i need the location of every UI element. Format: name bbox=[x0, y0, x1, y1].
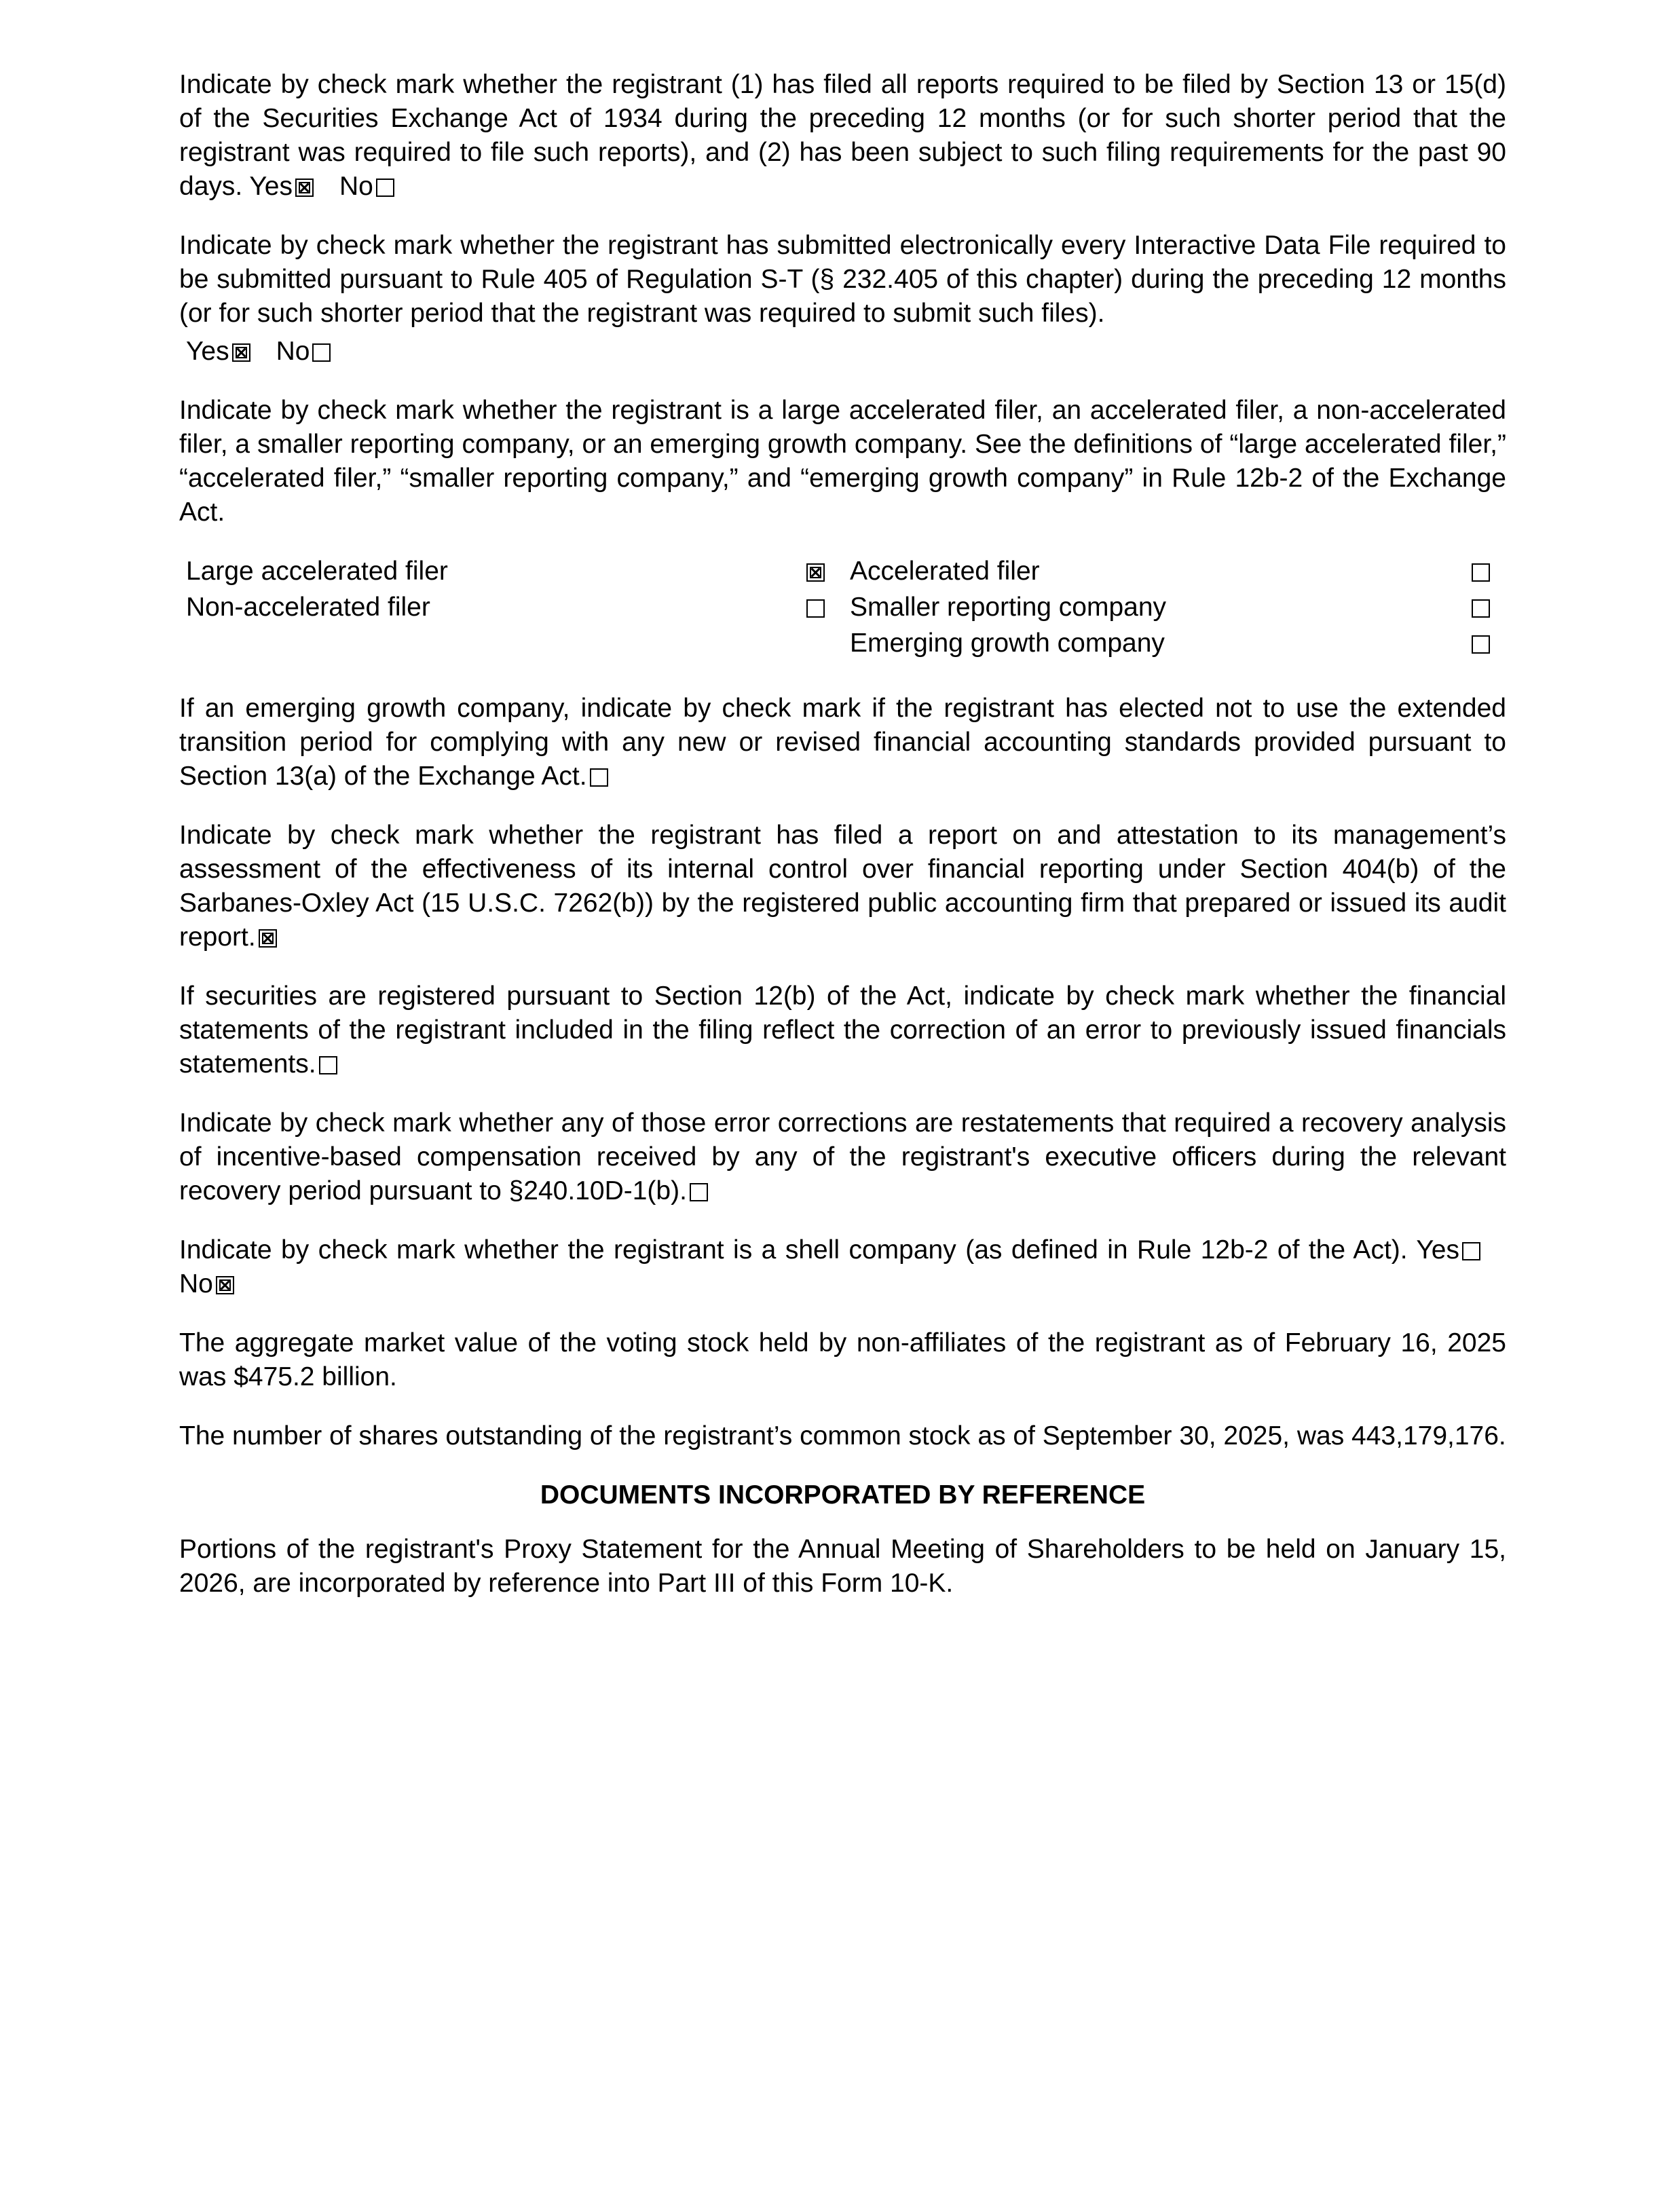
checkbox-p1-no[interactable] bbox=[376, 179, 394, 197]
no-label: No bbox=[179, 1269, 213, 1298]
checkbox-accelerated-filer[interactable] bbox=[1472, 563, 1490, 582]
filer-row bbox=[179, 591, 1506, 627]
shares-outstanding-text: The number of shares outstanding of the registrant’s common stock as of September 30, 2025, was 443,179,176. bbox=[179, 1421, 1506, 1451]
non-accelerated-filer-label: Non-accelerated filer bbox=[186, 593, 430, 622]
proxy-statement-text: Portions of the registrant's Proxy Statement for the Annual Meeting of Shareholders to be held on January 15, 2026, are incorporated by reference into Part III of this Form 10-K. bbox=[179, 1535, 1506, 1598]
document-page bbox=[179, 68, 1506, 1626]
no-label: No bbox=[339, 172, 373, 201]
smaller-reporting-company-label: Smaller reporting company bbox=[850, 593, 1167, 622]
shell-company-paragraph bbox=[179, 1233, 1506, 1301]
yes-label: Yes bbox=[1416, 1235, 1459, 1265]
recovery-analysis-text: Indicate by check mark whether any of those error corrections are restatements that required a recovery analysis of incentive-based compensation received by any of the registrant's executive officers during the relevant recovery period pursuant to §240.10D-1(b). bbox=[179, 1108, 1506, 1205]
shares-outstanding-paragraph bbox=[179, 1419, 1506, 1453]
documents-incorporated-heading: DOCUMENTS INCORPORATED BY REFERENCE bbox=[540, 1480, 1146, 1510]
checkbox-recovery-analysis[interactable] bbox=[690, 1183, 708, 1201]
shell-company-text: Indicate by check mark whether the registrant is a shell company (as defined in Rule 12b-2 of the Act). bbox=[179, 1235, 1408, 1265]
interactive-data-options bbox=[186, 335, 1506, 369]
market-value-text: The aggregate market value of the voting stock held by non-affiliates of the registrant as of February 16, 2025 was $475.2 billion. bbox=[179, 1328, 1506, 1391]
accelerated-filer-label: Accelerated filer bbox=[850, 557, 1040, 586]
checkbox-smaller-reporting-company[interactable] bbox=[1472, 599, 1490, 618]
checkbox-error-correction[interactable] bbox=[319, 1056, 337, 1074]
checkbox-large-accelerated-filer[interactable] bbox=[806, 563, 825, 582]
transition-period-paragraph bbox=[179, 692, 1506, 793]
checkbox-shell-no[interactable] bbox=[216, 1276, 234, 1294]
checkbox-internal-control[interactable] bbox=[259, 929, 277, 948]
large-accelerated-filer-label: Large accelerated filer bbox=[186, 557, 448, 586]
error-correction-text: If securities are registered pursuant to Section 12(b) of the Act, indicate by check mark whether the financial statements of the registrant included in the filing reflect the correction of an error to previously issued financials statements. bbox=[179, 981, 1506, 1079]
checkbox-shell-yes[interactable] bbox=[1462, 1242, 1480, 1260]
proxy-statement-paragraph bbox=[179, 1533, 1506, 1601]
interactive-data-text: Indicate by check mark whether the registrant has submitted electronically every Interactive Data File required to be submitted pursuant to Rule 405 of Regulation S-T (§ 232.405 of this chapter) during the preceding 12 months (or for such shorter period that the registrant was required to submit such files). bbox=[179, 231, 1506, 328]
internal-control-text: Indicate by check mark whether the registrant has filed a report on and attestation to its management’s assessment of the effectiveness of its internal control over financial reporting under Section 404(b) of the Sarbanes-Oxley Act (15 U.S.C. 7262(b)) by the registered public accounting firm that prepared or issued its audit report. bbox=[179, 821, 1506, 952]
yes-label: Yes bbox=[249, 172, 293, 201]
checkbox-p1-yes[interactable] bbox=[295, 179, 314, 197]
recovery-analysis-paragraph bbox=[179, 1106, 1506, 1208]
filer-status-paragraph bbox=[179, 394, 1506, 529]
periodic-reports-text: Indicate by check mark whether the registrant (1) has filed all reports required to be filed by Section 13 or 15(d) of the Securities Exchange Act of 1934 during the preceding 12 months (or for such shorter period that the registrant was required to file such reports), and (2) has been subject to such filing requirements for the past 90 days. bbox=[179, 70, 1506, 201]
filer-status-text: Indicate by check mark whether the registrant is a large accelerated filer, an accelerated filer, a non-accelerated filer, a smaller reporting company, or an emerging growth company. See the definitions of “large accelerated filer,” “accelerated filer,” “smaller reporting company,” and “emerging growth company” in Rule 12b-2 of the Exchange Act. bbox=[179, 396, 1506, 527]
checkbox-non-accelerated-filer[interactable] bbox=[806, 599, 825, 618]
internal-control-paragraph bbox=[179, 819, 1506, 954]
filer-status-table bbox=[179, 555, 1506, 663]
checkbox-emerging-growth-company[interactable] bbox=[1472, 635, 1490, 654]
error-correction-paragraph bbox=[179, 979, 1506, 1081]
yes-label: Yes bbox=[186, 337, 229, 366]
emerging-growth-company-label: Emerging growth company bbox=[850, 629, 1165, 658]
no-label: No bbox=[276, 337, 310, 366]
transition-period-text: If an emerging growth company, indicate by check mark if the registrant has elected not to use the extended transition period for complying with any new or revised financial accounting standards provided pursuant to Section 13(a) of the Exchange Act. bbox=[179, 694, 1506, 791]
checkbox-transition-period[interactable] bbox=[590, 768, 608, 787]
interactive-data-paragraph bbox=[179, 229, 1506, 331]
periodic-reports-paragraph bbox=[179, 68, 1506, 204]
filer-row bbox=[179, 626, 1506, 663]
checkbox-p2-yes[interactable] bbox=[232, 343, 250, 362]
checkbox-p2-no[interactable] bbox=[312, 343, 331, 362]
filer-row bbox=[179, 555, 1506, 591]
market-value-paragraph bbox=[179, 1326, 1506, 1394]
